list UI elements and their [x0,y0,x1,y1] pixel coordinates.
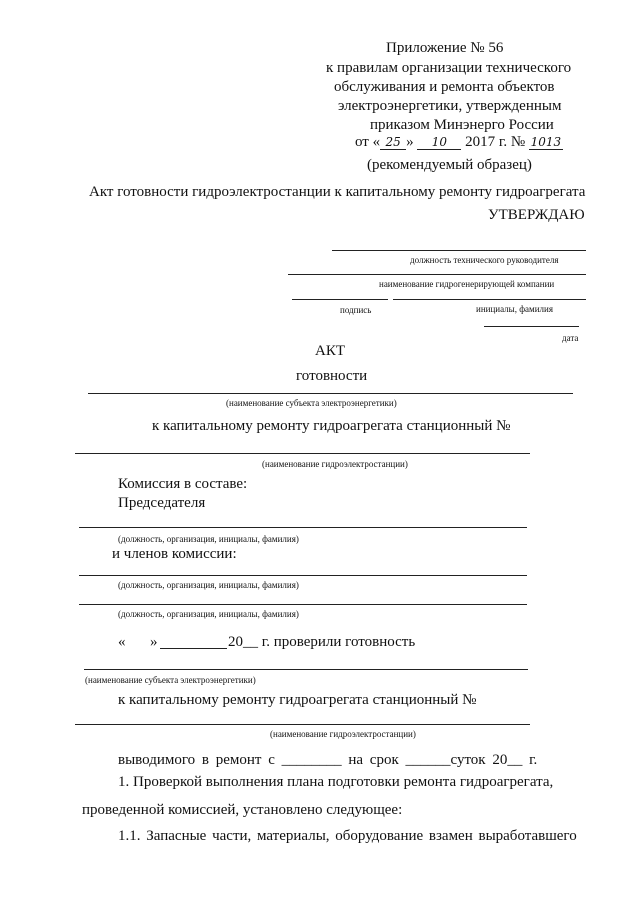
document-title: Акт готовности гидроэлектростанции к капитальному ремонту гидроагрегата [89,184,586,200]
date-day: 25 [380,135,406,150]
check-readiness-line: 20__ г. проверили готовность [228,634,416,650]
plant-caption-2: (наименование гидроэлектростанции) [270,729,416,739]
position-caption: должность технического руководителя [410,255,559,265]
appendix-number: Приложение № 56 [386,40,504,56]
chairman-label: Председателя [118,495,206,511]
initials-caption: инициалы, фамилия [476,304,553,314]
header-line-1: к правилам организации технического [326,60,572,76]
point-1-line-a: 1. Проверкой выполнения плана подготовки ремонта гидроагрегата, [118,774,554,790]
position-line [332,250,586,251]
date-caption: дата [562,333,579,343]
subject-caption-2: (наименование субъекта электроэнергетики) [85,675,256,685]
date-prefix: от « [355,134,381,150]
subject-line-2 [84,669,528,670]
signature-line [292,299,388,300]
point-1-line-b: проведенной комиссией, установлено следующее: [82,802,403,818]
date-year-number: 2017 г. № [465,134,526,150]
header-line-3: электроэнергетики, утвержденным [338,98,562,114]
act-title: АКТ [315,343,345,359]
signature-caption: подпись [340,305,372,315]
company-line [288,274,586,275]
person-caption-2: (должность, организация, инициалы, фамилия) [118,580,299,590]
date-line [484,326,579,327]
act-readiness: готовности [296,368,368,384]
members-label: и членов комиссии: [112,546,237,562]
repair-line-2: к капитальному ремонту гидроагрегата станционный № [118,692,477,708]
member-line-2 [79,604,527,605]
plant-line-2 [75,724,530,725]
approve-heading: УТВЕРЖДАЮ [488,207,585,223]
subject-caption: (наименование субъекта электроэнергетики) [226,398,397,408]
repair-line: к капитальному ремонту гидроагрегата станционный № [152,418,511,434]
date-mid: » [406,134,414,150]
point-1-1-line: 1.1. Запасные части, материалы, оборудование взамен выработавшего [118,828,577,844]
company-caption: наименование гидрогенерирующей компании [379,279,555,289]
commission-label: Комиссия в составе: [118,476,248,492]
order-date-line [355,134,563,151]
person-caption-3: (должность, организация, инициалы, фамилия) [118,609,299,619]
month-line [160,648,227,649]
plant-caption: (наименование гидроэлектростанции) [262,459,408,469]
date-month: 10 [417,135,461,150]
chairman-line [79,527,527,528]
header-line-4: приказом Минэнерго России [370,117,554,133]
plant-line [75,453,530,454]
order-number: 1013 [530,135,562,149]
quote-open: « [118,634,126,650]
initials-line [393,299,586,300]
header-line-2: обслуживания и ремонта объектов [334,79,555,95]
quote-close: » [150,634,158,650]
subject-line [88,393,573,394]
recommended-sample: (рекомендуемый образец) [367,157,532,173]
person-caption-1: (должность, организация, инициалы, фамилия) [118,534,299,544]
output-line: выводимого в ремонт с ________ на срок ______суток 20__ г. [118,752,538,768]
member-line-1 [79,575,527,576]
